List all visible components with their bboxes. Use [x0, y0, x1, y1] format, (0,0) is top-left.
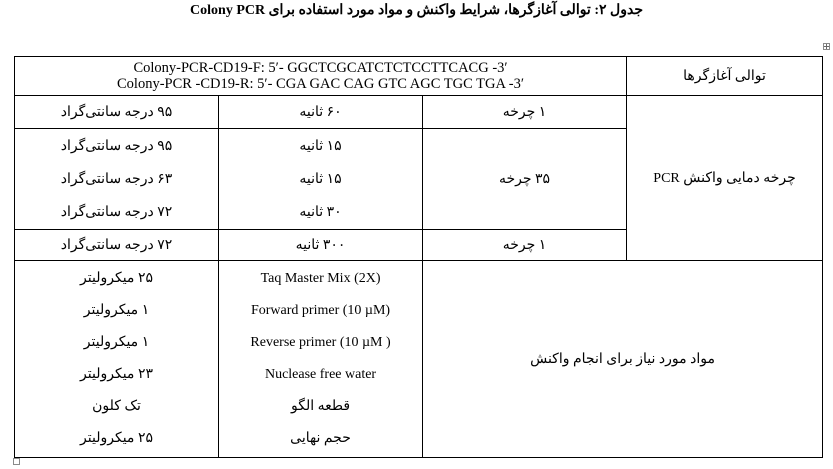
temperature-value: ۹۵ درجه سانتی‌گراد	[60, 138, 173, 154]
table-row-pcr-step-1	[15, 96, 823, 129]
table-row-materials	[15, 261, 823, 458]
time-value: ۳۰۰ ثانیه	[295, 237, 346, 253]
material-item: Taq Master Mix (2X)	[260, 271, 381, 286]
material-amount: ۲۳ میکرولیتر	[80, 367, 153, 382]
cycles-value: ۱ چرخه	[502, 104, 547, 120]
pcr-step-2-cycles	[423, 129, 627, 230]
temperature-value: ۶۳ درجه سانتی‌گراد	[60, 171, 173, 187]
temperature-value: ۷۲ درجه سانتی‌گراد	[60, 204, 173, 220]
table-resize-handle-icon[interactable]	[13, 458, 20, 465]
pcr-label: چرخه دمایی واکنش PCR	[653, 170, 796, 186]
pcr-conditions-table	[14, 56, 823, 458]
materials-items-cell	[219, 261, 423, 458]
cycles-value: ۱ چرخه	[502, 237, 547, 253]
table-caption: جدول ۲: توالی آغازگرها، شرایط واکنش و مواد مورد استفاده برای Colony PCR	[190, 3, 643, 18]
material-amount: ۱ میکرولیتر	[83, 335, 150, 350]
pcr-step-1-temp	[15, 96, 219, 129]
pcr-step-2-temps	[15, 129, 219, 230]
material-item: Reverse primer (10 µM )	[250, 335, 391, 350]
pcr-step-2-times	[219, 129, 423, 230]
materials-amounts-cell	[15, 261, 219, 458]
time-value: ۱۵ ثانیه	[299, 138, 342, 154]
material-item: Nuclease free water	[264, 367, 377, 382]
pcr-step-3-time	[219, 230, 423, 261]
pcr-step-3-cycles	[423, 230, 627, 261]
materials-label: مواد مورد نیاز برای انجام واکنش	[530, 351, 715, 367]
material-amount: ۲۵ میکرولیتر	[80, 271, 153, 286]
material-amount: تک کلون	[92, 399, 141, 414]
table-row-primers	[15, 57, 823, 96]
material-amount: ۱ میکرولیتر	[83, 303, 150, 318]
primers-label-cell	[627, 57, 823, 96]
cycles-value: ۳۵ چرخه	[498, 171, 551, 187]
pcr-step-3-temp	[15, 230, 219, 261]
primers-sequence-cell	[15, 57, 627, 96]
forward-primer-sequence: Colony-PCR-CD19-F: 5′- GGCTCGCATCTCTCCTTCACG -3′	[133, 60, 508, 76]
time-value: ۳۰ ثانیه	[299, 204, 342, 220]
material-amount: ۲۵ میکرولیتر	[80, 431, 153, 446]
pcr-step-1-time	[219, 96, 423, 129]
table-move-handle-icon[interactable]	[823, 43, 830, 50]
materials-label-cell	[423, 261, 823, 458]
material-item: حجم نهایی	[290, 431, 351, 446]
material-item: قطعه الگو	[291, 399, 351, 414]
time-value: ۶۰ ثانیه	[299, 104, 342, 120]
material-item: Forward primer (10 µM)	[250, 303, 391, 318]
temperature-value: ۷۲ درجه سانتی‌گراد	[60, 237, 173, 253]
time-value: ۱۵ ثانیه	[299, 171, 342, 187]
temperature-value: ۹۵ درجه سانتی‌گراد	[60, 104, 173, 120]
pcr-label-cell	[627, 96, 823, 261]
primers-label: توالی آغازگرها	[683, 68, 766, 84]
reverse-primer-sequence: Colony-PCR -CD19-R: 5′- CGA GAC CAG GTC AGC TGC TGA -3′	[117, 76, 525, 92]
pcr-step-1-cycles	[423, 96, 627, 129]
